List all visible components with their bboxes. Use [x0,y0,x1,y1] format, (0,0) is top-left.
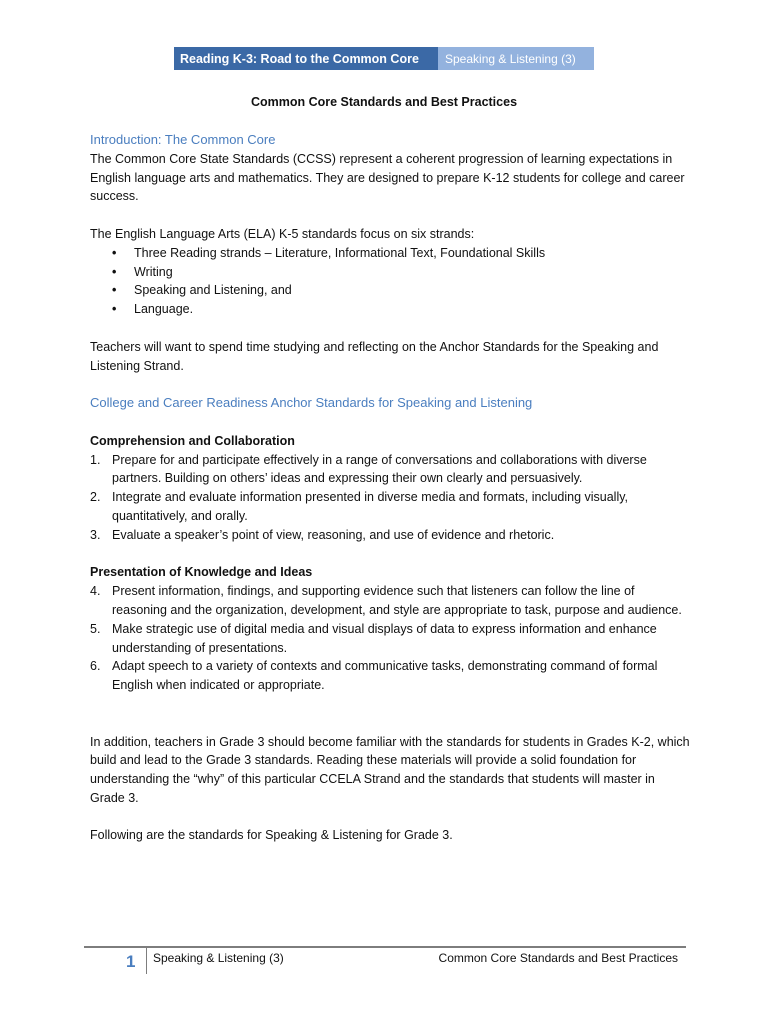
document-title: Common Core Standards and Best Practices [250,95,518,109]
strands-list [90,244,690,319]
group-title: Presentation of Knowledge and Ideas [90,565,313,580]
standards-list [90,582,690,695]
list-item: • Language. [112,300,690,319]
teachers-note: Teachers will want to spend time studying and reflecting on the Anchor Standards for the Speaking and Listening Strand. [90,339,659,373]
bullet-icon: • [112,264,117,279]
footer-divider [146,946,147,974]
section-label: Speaking & Listening (3) [438,47,594,70]
list-item: 1. Prepare for and participate effectively in a range of conversations and collaborations with diverse partners. Building on others’ ideas and expressing their own clearly and persuasively. [90,452,647,486]
standards-list [90,451,690,545]
intro-heading: Introduction: The Common Core [90,132,276,147]
page-header [174,47,594,70]
page-number: 1 [126,952,136,971]
anchor-heading: College and Career Readiness Anchor Standards for Speaking and Listening [90,395,533,411]
list-item: 6. Adapt speech to a variety of contexts and communicative tasks, demonstrating command of formal English when indicated or appropriate. [90,659,658,693]
list-item: • Three Reading strands – Literature, Informational Text, Foundational Skills [112,244,690,263]
list-item: • Writing [112,263,690,282]
bullet-icon: • [112,283,117,298]
list-item: 2. Integrate and evaluate information presented in diverse media and formats, including visually, quantitatively, and orally. [90,490,629,523]
addition-paragraph: In addition, teachers in Grade 3 should become familiar with the standards for students in Grades K-2, which build and lead to the Grade 3 standards. Reading these materials will provide a solid foundation for understanding the “why” of this particular CCELA Strand and the standards that students will master in Grade 3. [90,734,690,805]
intro-paragraph: The Common Core State Standards (CCSS) represent a coherent progression of learning expectations in English language arts and mathematics. They are designed to prepare K-12 students for college and career success. [90,151,685,204]
list-item: 5. Make strategic use of digital media and visual displays of data to express information and enhance understanding of presentations. [90,621,657,655]
footer-section: Speaking & Listening (3) [153,951,284,965]
footer-rule [84,946,686,948]
strands-lead: The English Language Arts (ELA) K-5 standards focus on six strands: [90,226,475,241]
course-title: Reading K-3: Road to the Common Core [174,47,438,70]
list-item: • Speaking and Listening, and [112,281,690,300]
document-body [90,131,690,845]
group-title: Comprehension and Collaboration [90,433,295,448]
following-paragraph: Following are the standards for Speaking & Listening for Grade 3. [90,828,453,843]
list-item: 4. Present information, findings, and supporting evidence such that listeners can follow the line of reasoning and the organization, development, and style are appropriate to task, purpose and audience. [90,584,682,617]
bullet-icon: • [112,245,117,260]
bullet-icon: • [112,302,117,317]
list-item: 3. Evaluate a speaker’s point of view, reasoning, and use of evidence and rhetoric. [90,527,555,542]
footer-title: Common Core Standards and Best Practices [438,951,678,965]
